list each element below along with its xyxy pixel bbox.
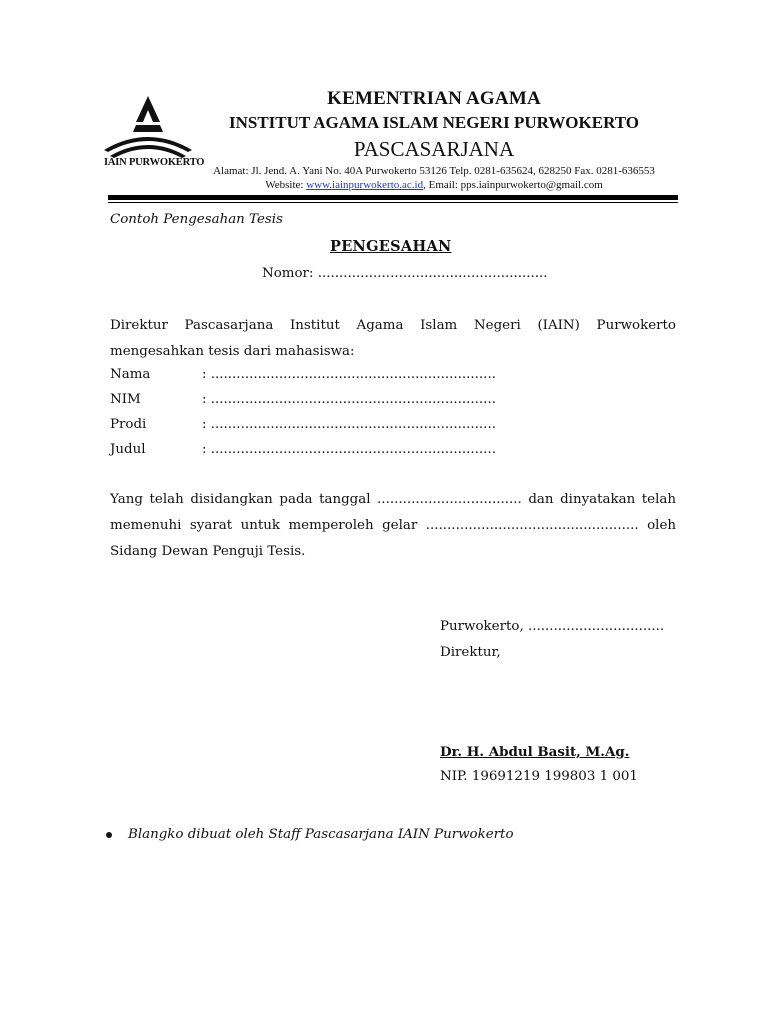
contact-line: [196, 179, 672, 191]
header-rule-thick: [108, 195, 678, 200]
address-line: Alamat: Jl. Jend. A. Yani No. 40A Purwokerto 53126 Telp. 0281-635624, 628250 Fax. 0281-636553: [213, 165, 655, 177]
field-label: NIM: [110, 392, 141, 407]
institute-name: INSTITUT AGAMA ISLAM NEGERI PURWOKERTO: [228, 113, 640, 132]
field-row-prodi: [110, 417, 610, 441]
field-row-judul: [110, 442, 610, 466]
field-value: : ...................................................................: [202, 417, 496, 432]
signatory-nip: NIP. 19691219 199803 1 001: [440, 769, 638, 784]
field-label: Judul: [110, 442, 146, 457]
field-value: : ...................................................................: [202, 442, 496, 457]
footnote: Blangko dibuat oleh Staff Pascasarjana IAIN Purwokerto: [128, 827, 514, 842]
bullet-icon: [106, 832, 112, 838]
field-label: Nama: [110, 367, 151, 382]
field-label: Prodi: [110, 417, 147, 432]
field-row-nim: [110, 392, 610, 416]
document-number: Nomor: ......................................................: [262, 266, 548, 281]
faculty-name: PASCASARJANA: [353, 137, 515, 161]
field-value: : ...................................................................: [202, 367, 496, 382]
signatory-name: Dr. H. Abdul Basit, M.Ag.: [440, 744, 630, 760]
document-caption: Contoh Pengesahan Tesis: [110, 212, 283, 227]
website-label: Website:: [265, 179, 307, 191]
statement-paragraph: Yang telah disidangkan pada tanggal .................................. dan dinyatakan telah memenuhi syarat untuk memperoleh gelar .................................................. oleh Sidang Dewan Penguji Tesis.: [110, 492, 676, 559]
email-text: , Email: pps.iainpurwokerto@gmail.com: [423, 179, 603, 191]
field-row-nama: [110, 367, 610, 391]
signature-role: Direktur,: [440, 645, 501, 660]
logo-text: IAIN PURWOKERTO: [104, 157, 205, 168]
header-rule-thin: [108, 202, 678, 203]
field-value: : ...................................................................: [202, 392, 496, 407]
ministry-name: KEMENTRIAN AGAMA: [327, 88, 541, 109]
website-link[interactable]: www.iainpurwokerto.ac.id: [306, 179, 424, 191]
intro-paragraph: Direktur Pascasarjana Institut Agama Islam Negeri (IAIN) Purwokerto mengesahkan tesis dari mahasiswa:: [110, 318, 676, 359]
document-title: PENGESAHAN: [330, 238, 452, 255]
signature-place-date: Purwokerto, ................................: [440, 619, 665, 634]
